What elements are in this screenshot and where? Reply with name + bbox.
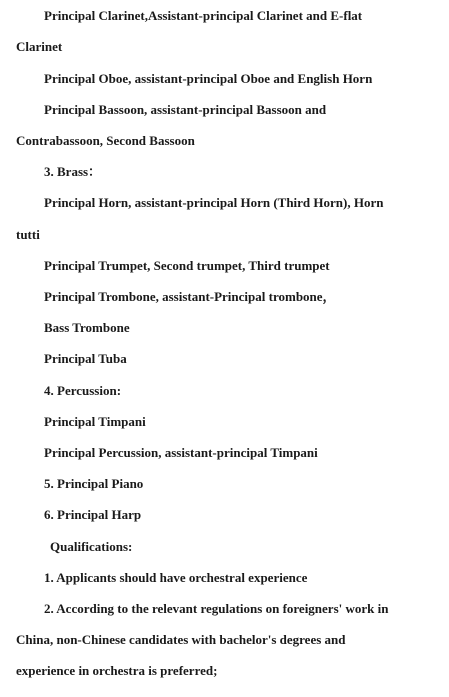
- text-line-horn: Principal Horn, assistant-principal Horn (Third Horn), Horn: [44, 195, 384, 210]
- text-line-percussion: Principal Percussion, assistant-principal Timpani: [44, 445, 318, 460]
- section-heading-brass: 3. Brass：: [44, 164, 102, 179]
- text-line-bassoon: Principal Bassoon, assistant-principal Bassoon and: [44, 102, 327, 117]
- text-line-qualification-2: 2. According to the relevant regulations on foreigners' work in: [44, 601, 389, 616]
- text-line-oboe: Principal Oboe, assistant-principal Oboe and English Horn: [44, 71, 373, 86]
- text-line-qualification-1: 1. Applicants should have orchestral experience: [44, 570, 308, 585]
- text-line-clarinet-cont: Clarinet: [16, 39, 63, 54]
- text-line-qualification-2-end: experience in orchestra is preferred;: [16, 663, 218, 678]
- text-line-qualification-2-cont: China, non-Chinese candidates with bachelor's degrees and: [16, 632, 346, 647]
- text-line-clarinet: Principal Clarinet,Assistant-principal Clarinet and E-flat: [44, 8, 363, 23]
- section-heading-qualifications: Qualifications:: [50, 539, 133, 554]
- text-line-bass-trombone: Bass Trombone: [44, 320, 130, 335]
- text-line-bassoon-cont: Contrabassoon, Second Bassoon: [16, 133, 195, 148]
- text-line-trumpet: Principal Trumpet, Second trumpet, Third trumpet: [44, 258, 330, 273]
- text-line-timpani: Principal Timpani: [44, 414, 146, 429]
- section-heading-piano: 5. Principal Piano: [44, 476, 144, 491]
- section-heading-harp: 6. Principal Harp: [44, 507, 142, 522]
- text-line-tuba: Principal Tuba: [44, 351, 127, 366]
- text-line-trombone: Principal Trombone, assistant-Principal trombone，: [44, 289, 336, 304]
- text-line-horn-cont: tutti: [16, 227, 40, 242]
- section-heading-percussion: 4. Percussion:: [44, 383, 122, 398]
